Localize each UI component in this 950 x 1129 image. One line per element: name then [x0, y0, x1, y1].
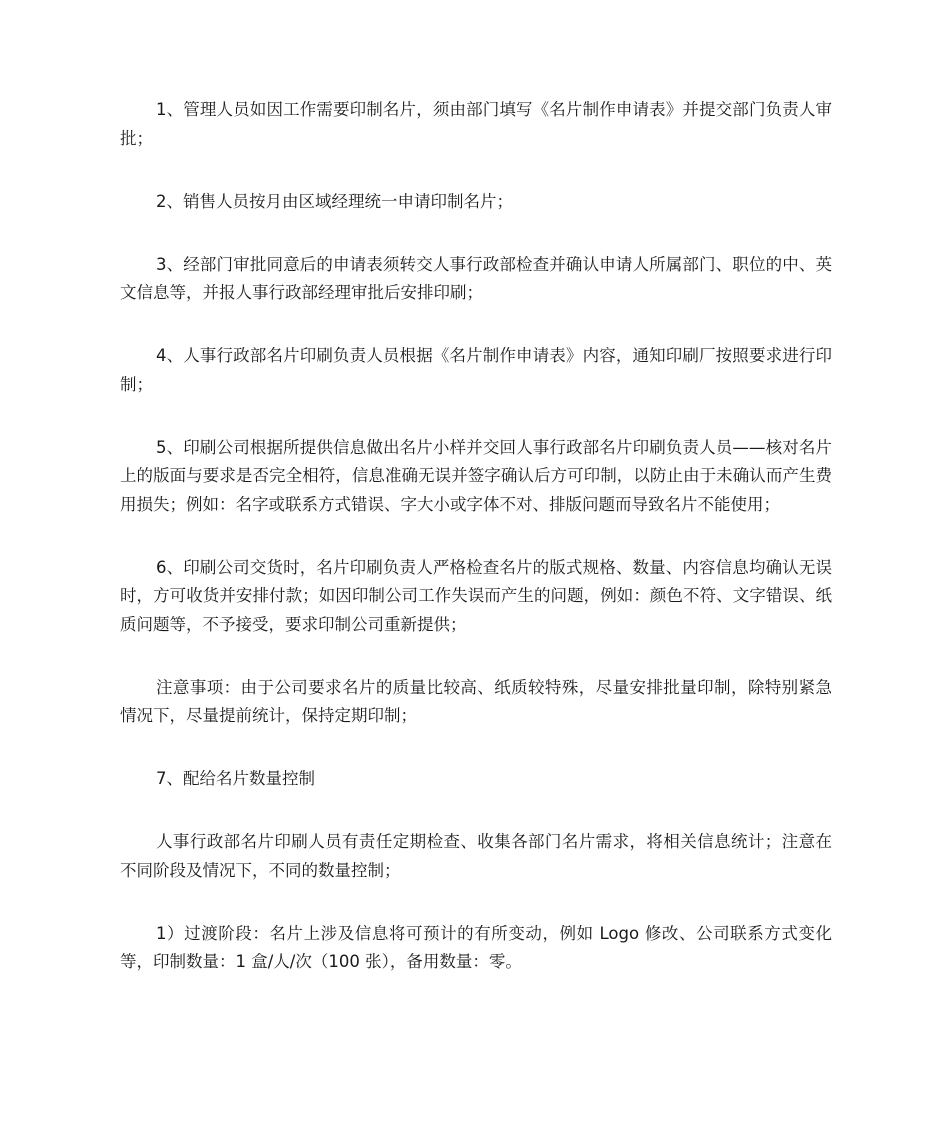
paragraph-5: 5、印刷公司根据所提供信息做出名片小样并交回人事行政部名片印刷负责人员——核对名片上的版面与要求是否完全相符，信息准确无误并签字确认后方可印制，以防止由于未确认而产生费用损失；例如：名字或联系方式错误、字大小或字体不对、排版问题而导致名片不能使用；: [120, 437, 832, 514]
paragraph-2: 2、销售人员按月由区域经理统一申请印制名片；: [156, 191, 513, 211]
paragraph-4: 4、人事行政部名片印刷负责人员根据《名片制作申请表》内容，通知印刷厂按照要求进行印制；: [120, 346, 832, 394]
paragraph-quantity-control: 人事行政部名片印刷人员有责任定期检查、收集各部门名片需求，将相关信息统计；注意在不同阶段及情况下，不同的数量控制；: [120, 832, 832, 880]
paragraph-1: 1、管理人员如因工作需要印制名片，须由部门填写《名片制作申请表》并提交部门负责人审批；: [120, 100, 832, 148]
paragraph-6: 6、印刷公司交货时，名片印刷负责人严格检查名片的版式规格、数量、内容信息均确认无误时，方可收货并安排付款；如因印制公司工作失误而产生的问题，例如：颜色不符、文字错误、纸质问题等，不予接受，要求印制公司重新提供；: [120, 557, 832, 634]
document-page: [120, 96, 832, 1011]
paragraph-7-heading: 7、配给名片数量控制: [156, 769, 315, 788]
paragraph-3: 3、经部门审批同意后的申请表须转交人事行政部检查并确认申请人所属部门、职位的中、英文信息等，并报人事行政部经理审批后安排印刷；: [120, 254, 832, 302]
paragraph-transition-stage: 1）过渡阶段：名片上涉及信息将可预计的有所变动，例如 Logo 修改、公司联系方式变化等，印制数量：1 盒/人/次（100 张），备用数量：零。: [120, 923, 832, 971]
paragraph-notes: 注意事项：由于公司要求名片的质量比较高、纸质较特殊，尽量安排批量印制，除特别紧急情况下，尽量提前统计，保持定期印制；: [120, 677, 832, 725]
